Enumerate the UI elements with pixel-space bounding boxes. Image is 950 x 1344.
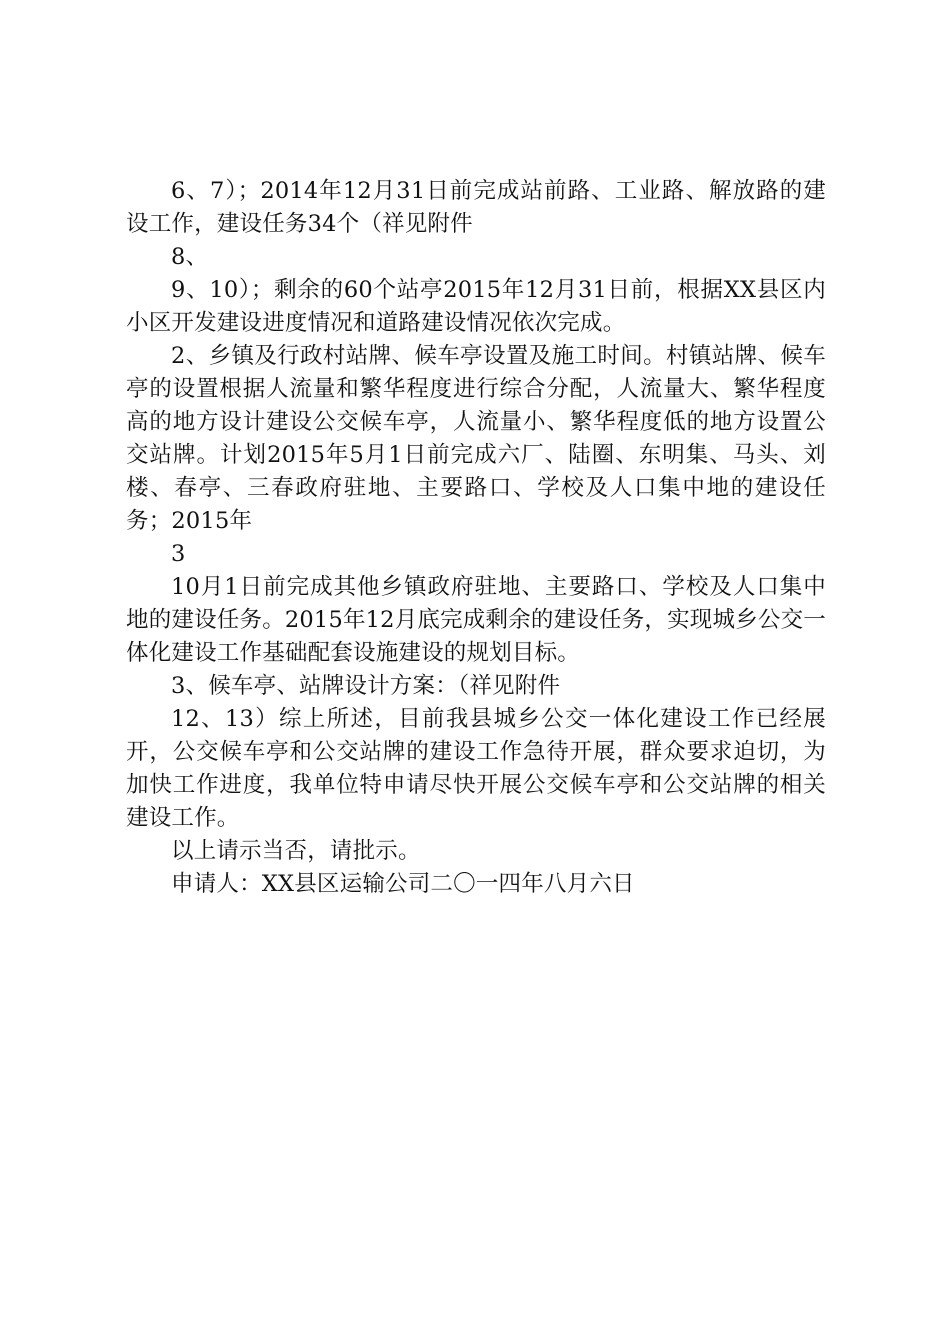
signature-line: 申请人：XX县区运输公司二〇一四年八月六日 xyxy=(171,871,635,897)
paragraph-remaining-stations: 9、10）；剩余的60个站亭2015年12月31日前，根据XX县区内小区开发建设进度情况和道路建设情况依次完成。 xyxy=(126,277,826,336)
page-number: 3 xyxy=(171,541,186,567)
document-body xyxy=(126,175,826,901)
paragraph-other-townships: 10月1日前完成其他乡镇政府驻地、主要路口、学校及人口集中地的建设任务。2015年12月底完成剩余的建设任务，实现城乡公交一体化建设工作基础配套设施建设的规划目标。 xyxy=(126,574,826,666)
paragraph-township-stops: 2、乡镇及行政村站牌、候车亭设置及施工时间。村镇站牌、候车亭的设置根据人流量和繁华程度进行综合分配，人流量大、繁华程度高的地方设计建设公交候车亭，人流量小、繁华程度低的地方设置公交站牌。计划2015年5月1日前完成六厂、陆圈、东明集、马头、刘楼、春亭、三春政府驻地、主要路口、学校及人口集中地的建设任务；2015年 xyxy=(126,343,826,534)
paragraph-design-plan: 3、候车亭、站牌设计方案：（祥见附件 xyxy=(171,673,561,699)
paragraph-summary: 12、13）综上所述，目前我县城乡公交一体化建设工作已经展开，公交候车亭和公交站牌的建设工作急待开展，群众要求迫切，为加快工作进度，我单位特申请尽快开展公交候车亭和公交站牌的相关建设工作。 xyxy=(126,706,826,831)
paragraph-schedule-urban-roads: 6、7）；2014年12月31日前完成站前路、工业路、解放路的建设工作，建设任务34个（祥见附件 xyxy=(126,178,826,237)
paragraph-attachment-number-8: 8、 xyxy=(171,244,209,270)
paragraph-request-approval: 以上请示当否，请批示。 xyxy=(171,838,421,864)
